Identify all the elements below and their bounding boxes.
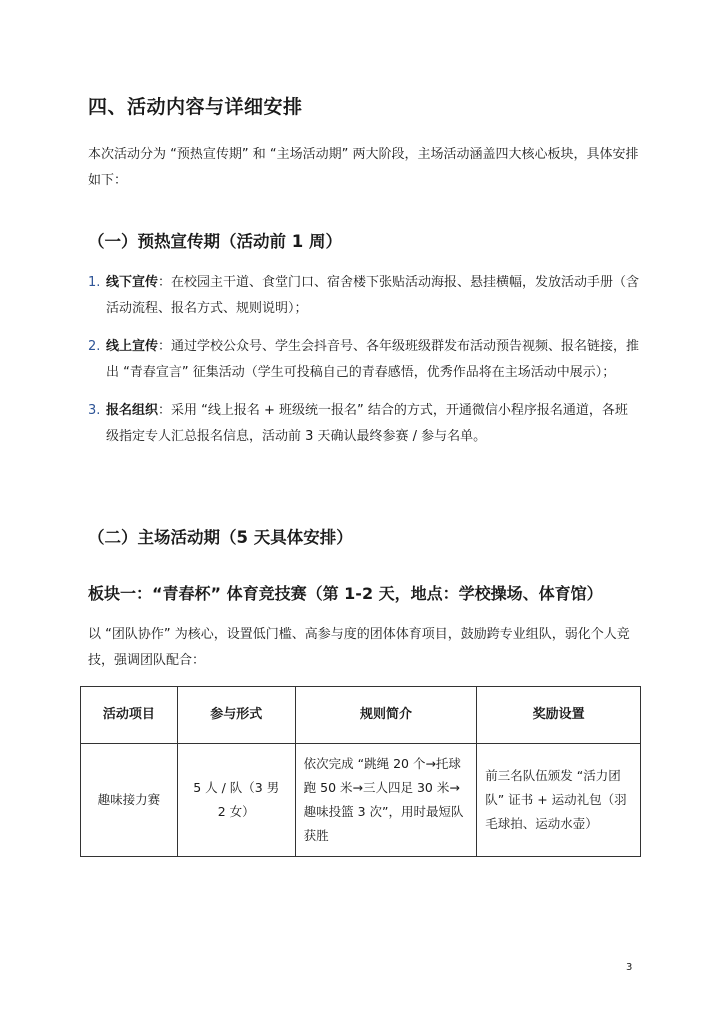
list-text: ：通过学校公众号、学生会抖音号、各年级班级群发布活动预告视频、报名链接，推出 “青春宣言” 征集活动（学生可投稿自己的青春感悟，优秀作品将在主场活动中展示）；	[106, 339, 640, 380]
list-label: 报名组织	[106, 403, 159, 418]
block-description: 以 “团队协作” 为核心，设置低门槛、高参与度的团体体育项目，鼓励跨专业组队，弱化个人竞技，强调团队配合：	[88, 627, 630, 668]
list-label: 线上宣传	[106, 339, 159, 354]
table-row	[81, 744, 641, 857]
list-item	[88, 270, 640, 322]
table-cell: 依次完成 “跳绳 20 个→托球跑 50 米→三人四足 30 米→趣味投篮 3 次”，用时最短队获胜	[295, 744, 477, 857]
warmup-list	[88, 270, 640, 462]
list-label: 线下宣传	[106, 275, 159, 290]
subsection-title-main: （二）主场活动期（5 天具体安排）	[88, 528, 353, 547]
block-title: 板块一：“青春杯” 体育竞技赛（第 1-2 天，地点：学校操场、体育馆）	[88, 584, 603, 603]
table-header-cell: 奖励设置	[477, 687, 641, 744]
table-cell: 趣味接力赛	[81, 744, 178, 857]
table-cell: 前三名队伍颁发 “活力团队” 证书 + 运动礼包（羽毛球拍、运动水壶）	[477, 744, 641, 857]
table-header-cell: 参与形式	[177, 687, 295, 744]
table-header-cell: 规则简介	[295, 687, 477, 744]
list-number: 1.	[88, 275, 101, 290]
list-item	[88, 398, 640, 450]
table-cell: 5 人 / 队（3 男 2 女）	[177, 744, 295, 857]
list-text: ：采用 “线上报名 + 班级统一报名” 结合的方式，开通微信小程序报名通道，各班级指定专人汇总报名信息，活动前 3 天确认最终参赛 / 参与名单。	[106, 403, 628, 444]
list-number: 2.	[88, 339, 101, 354]
activity-table	[80, 686, 641, 857]
list-number: 3.	[88, 403, 101, 418]
intro-paragraph: 本次活动分为 “预热宣传期” 和 “主场活动期” 两大阶段，主场活动涵盖四大核心板块，具体安排如下：	[88, 147, 639, 188]
list-item	[88, 334, 640, 386]
list-text: ：在校园主干道、食堂门口、宿舍楼下张贴活动海报、悬挂横幅，发放活动手册（含活动流程、报名方式、规则说明）；	[106, 275, 640, 316]
page-number: 3	[626, 962, 633, 973]
subsection-title-warmup: （一）预热宣传期（活动前 1 周）	[88, 232, 342, 251]
table-header-row	[81, 687, 641, 744]
table-header-cell: 活动项目	[81, 687, 178, 744]
section-heading: 四、活动内容与详细安排	[88, 96, 303, 118]
